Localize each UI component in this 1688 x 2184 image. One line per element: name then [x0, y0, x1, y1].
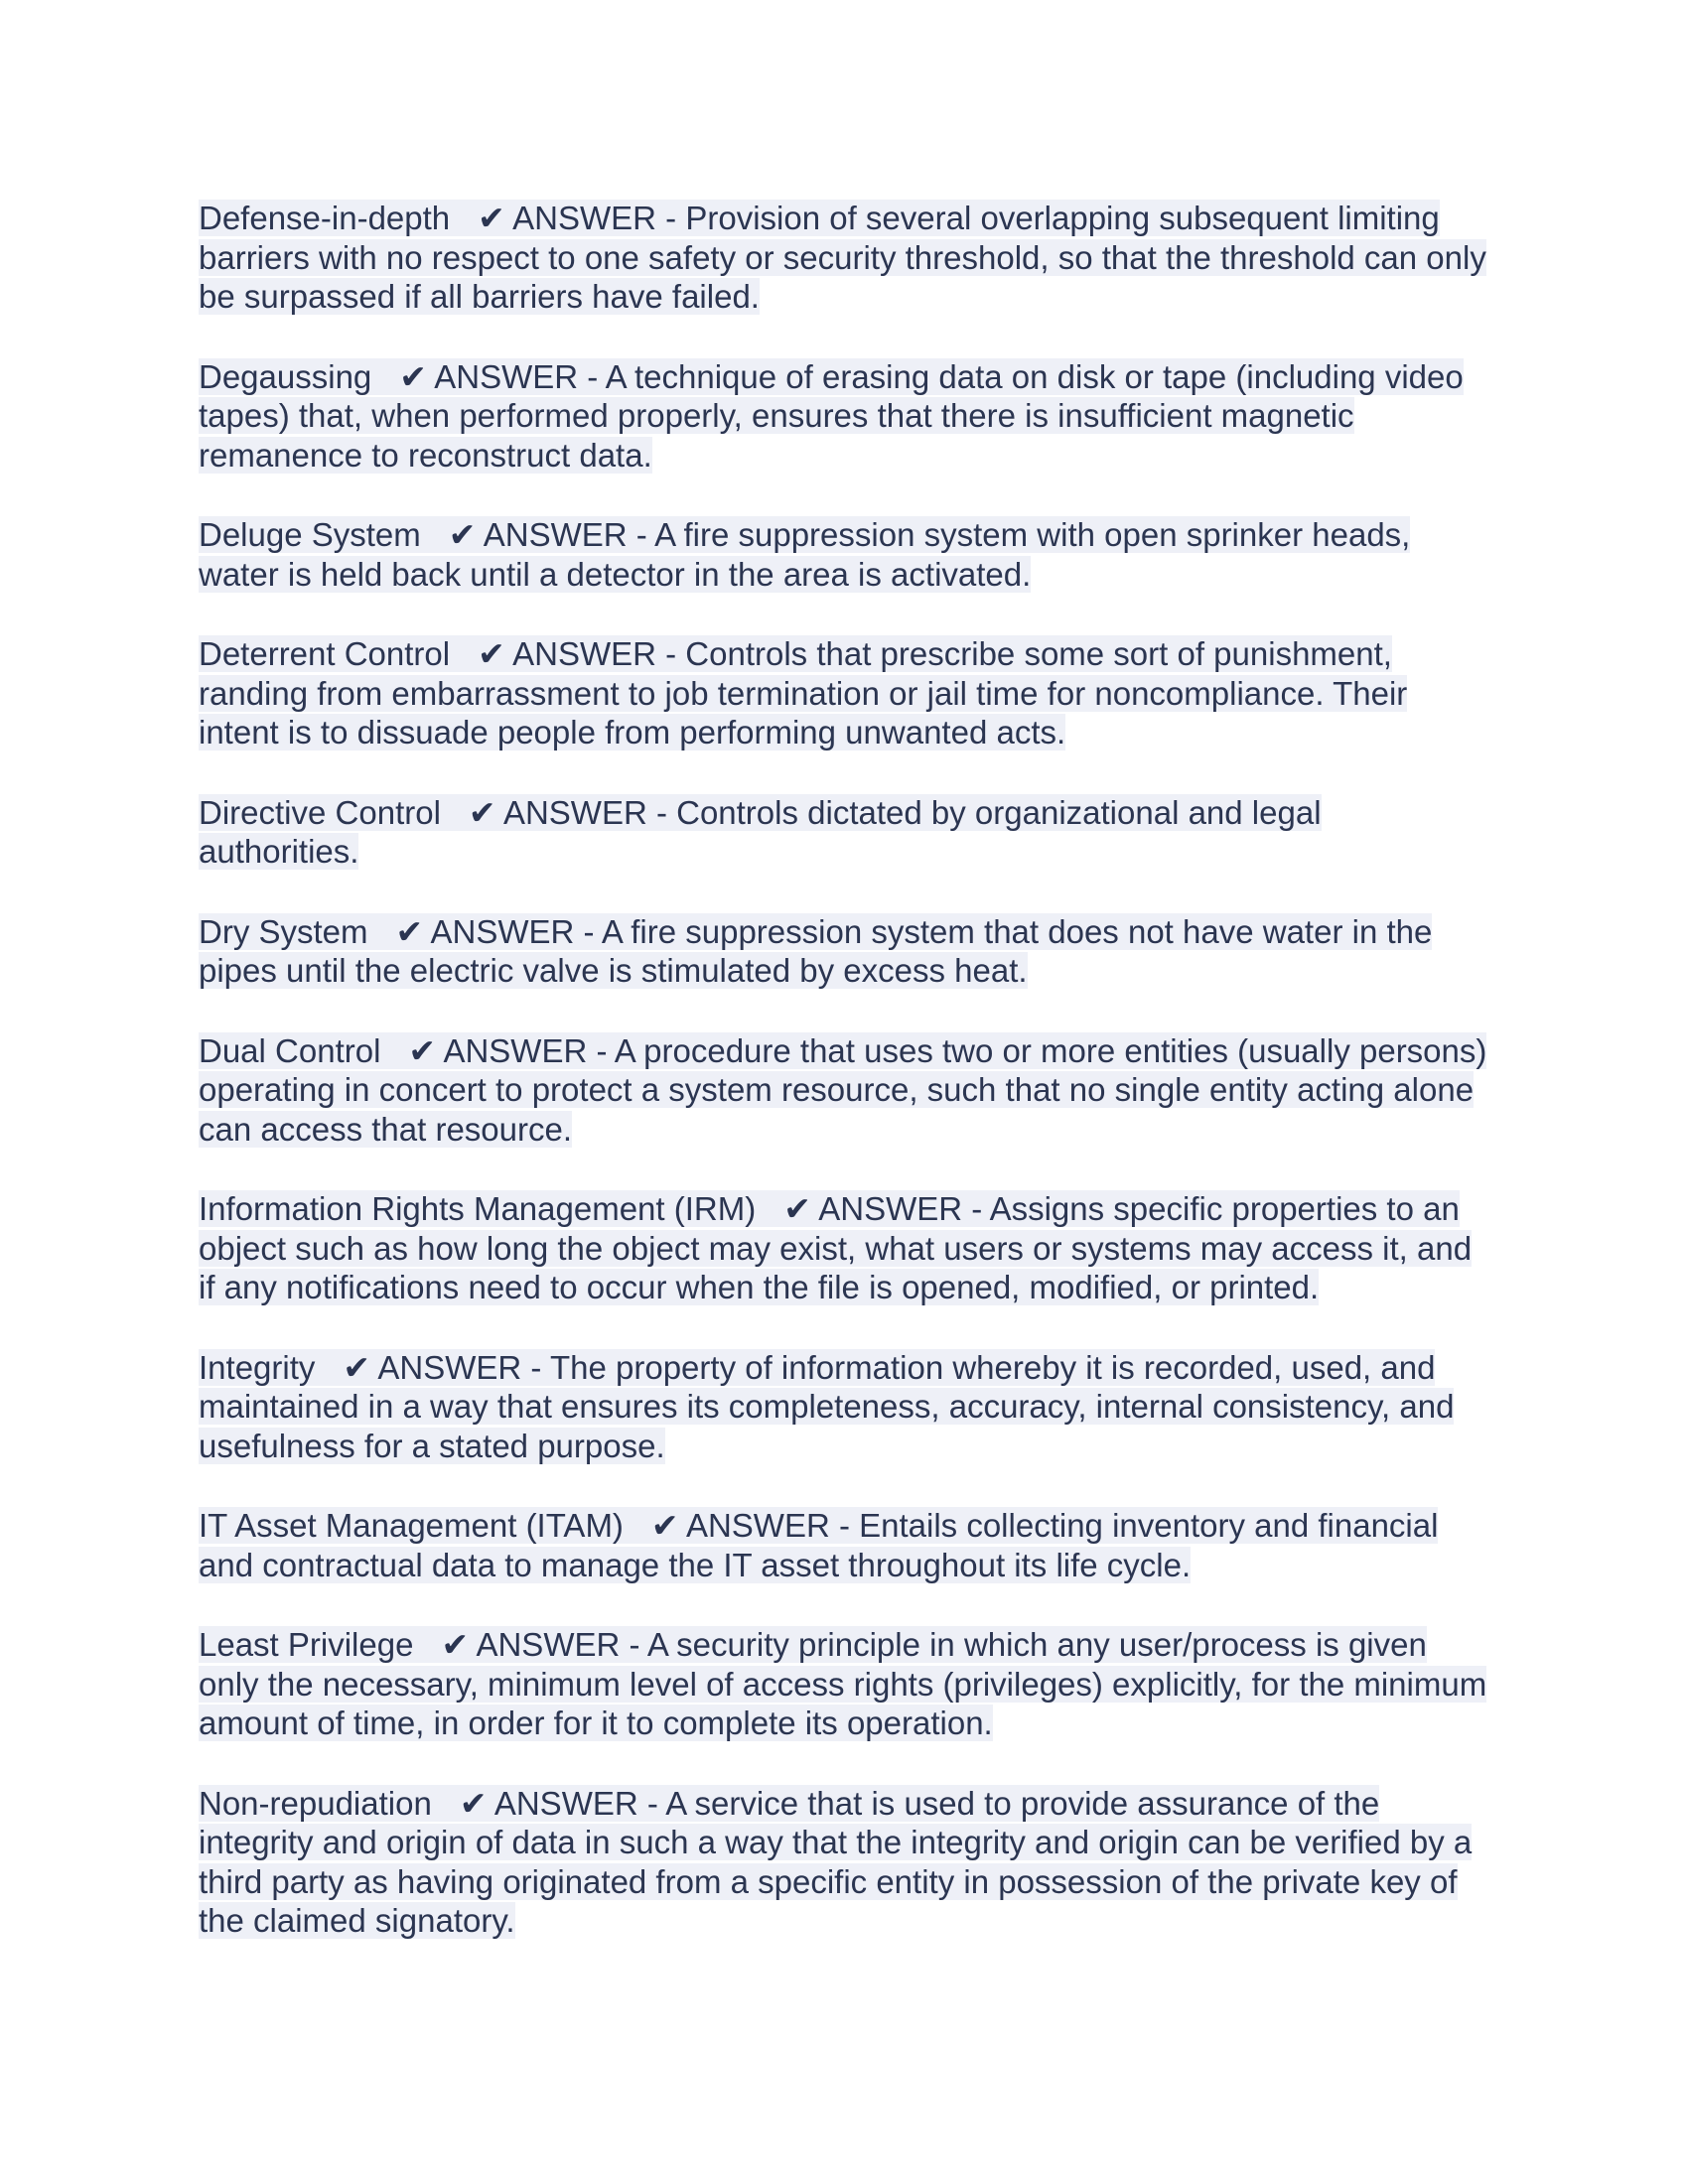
entry-answer: ANSWER - A procedure that uses two or more entities (usually persons) operating in concert to protect a system resource, such that no single entity acting alone can access that resource.	[199, 1031, 1487, 1148]
checkmark-icon: ✔	[399, 357, 427, 395]
entry-term: Degaussing	[199, 357, 372, 395]
entry-text	[199, 1785, 1472, 1940]
glossary-entry	[199, 1784, 1489, 1941]
checkmark-icon: ✔	[650, 1507, 679, 1544]
entry-text	[199, 358, 1464, 474]
glossary-entry	[199, 515, 1489, 594]
checkmark-icon: ✔	[441, 1626, 470, 1663]
entry-answer: ANSWER - A fire suppression system with open sprinker heads, water is held back until a detector in the area is activated.	[199, 516, 1411, 593]
entry-term: Directive Control	[199, 793, 441, 831]
entry-answer: ANSWER - A fire suppression system that does not have water in the pipes until the electric valve is stimulated by excess heat.	[199, 912, 1433, 989]
entry-answer: ANSWER - Assigns specific properties to an object such as how long the object may exist, what users or systems may access it, and if any notifications need to occur when the file is opened, modified, or printed.	[199, 1190, 1473, 1305]
entry-text	[199, 635, 1407, 751]
checkmark-icon: ✔	[478, 635, 505, 672]
entry-text	[199, 1626, 1486, 1741]
entry-answer: ANSWER - The property of information whereby it is recorded, used, and maintained in a way that ensures its completeness, accuracy, internal consistency, and usefulness for a stated purpose.	[199, 1348, 1455, 1464]
entry-answer: ANSWER - A service that is used to provide assurance of the integrity and origin of data in such a way that the integrity and origin can be verified by a third party as having originated from a specific entity in possession of the private key of the claimed signatory.	[199, 1784, 1473, 1939]
entry-answer: ANSWER - A technique of erasing data on disk or tape (including video tapes) that, when performed properly, ensures that there is insufficient magnetic remanence to reconstruct data.	[199, 357, 1464, 474]
checkmark-icon: ✔	[343, 1348, 371, 1386]
entry-term: Non-repudiation	[199, 1784, 432, 1822]
entry-text	[199, 1190, 1472, 1305]
entry-text	[199, 1032, 1486, 1148]
glossary-entry	[199, 1031, 1489, 1150]
entry-term: Defense-in-depth	[199, 200, 451, 236]
entry-term: IT Asset Management (ITAM)	[199, 1507, 624, 1544]
entry-term: Deterrent Control	[199, 635, 451, 672]
glossary-entry	[199, 199, 1489, 317]
entry-text	[199, 516, 1410, 593]
entry-term: Deluge System	[199, 516, 421, 553]
entry-text	[199, 200, 1486, 315]
checkmark-icon: ✔	[468, 793, 496, 831]
entry-text	[199, 1507, 1438, 1583]
checkmark-icon: ✔	[448, 516, 477, 553]
entry-text	[199, 913, 1432, 990]
entry-term: Information Rights Management (IRM)	[199, 1190, 757, 1227]
entry-term: Dry System	[199, 912, 368, 950]
entry-answer: ANSWER - Entails collecting inventory and financial and contractual data to manage the IT asset throughout its life cycle.	[199, 1507, 1439, 1583]
glossary-entry	[199, 1625, 1489, 1743]
entry-term: Least Privilege	[199, 1626, 414, 1663]
glossary-entry	[199, 1189, 1489, 1307]
checkmark-icon: ✔	[783, 1190, 811, 1227]
glossary-entry	[199, 357, 1489, 476]
glossary-entry	[199, 793, 1489, 872]
entry-term: Integrity	[199, 1348, 316, 1386]
checkmark-icon: ✔	[395, 912, 424, 950]
glossary-entry	[199, 912, 1489, 991]
entry-answer: ANSWER - Controls that prescribe some sort of punishment, randing from embarrassment to job termination or jail time for noncompliance. Their intent is to dissuade people from performing unwanted acts.	[199, 635, 1408, 751]
checkmark-icon: ✔	[459, 1784, 488, 1822]
glossary-entry	[199, 1348, 1489, 1466]
entry-answer: ANSWER - Provision of several overlapping subsequent limiting barriers with no respect to one safety or security threshold, so that the threshold can only be surpassed if all barriers have failed.	[199, 200, 1486, 315]
checkmark-icon: ✔	[478, 200, 505, 236]
entry-text	[199, 794, 1322, 871]
entry-answer: ANSWER - A security principle in which any user/process is given only the necessary, minimum level of access rights (privileges) explicitly, for the minimum amount of time, in order for it to complete its operation.	[199, 1626, 1487, 1741]
checkmark-icon: ✔	[408, 1031, 437, 1069]
document-page	[199, 199, 1489, 1981]
entry-answer: ANSWER - Controls dictated by organizational and legal authorities.	[199, 793, 1322, 870]
glossary-entry	[199, 634, 1489, 752]
glossary-entry	[199, 1506, 1489, 1584]
entry-term: Dual Control	[199, 1031, 381, 1069]
entry-text	[199, 1349, 1454, 1464]
